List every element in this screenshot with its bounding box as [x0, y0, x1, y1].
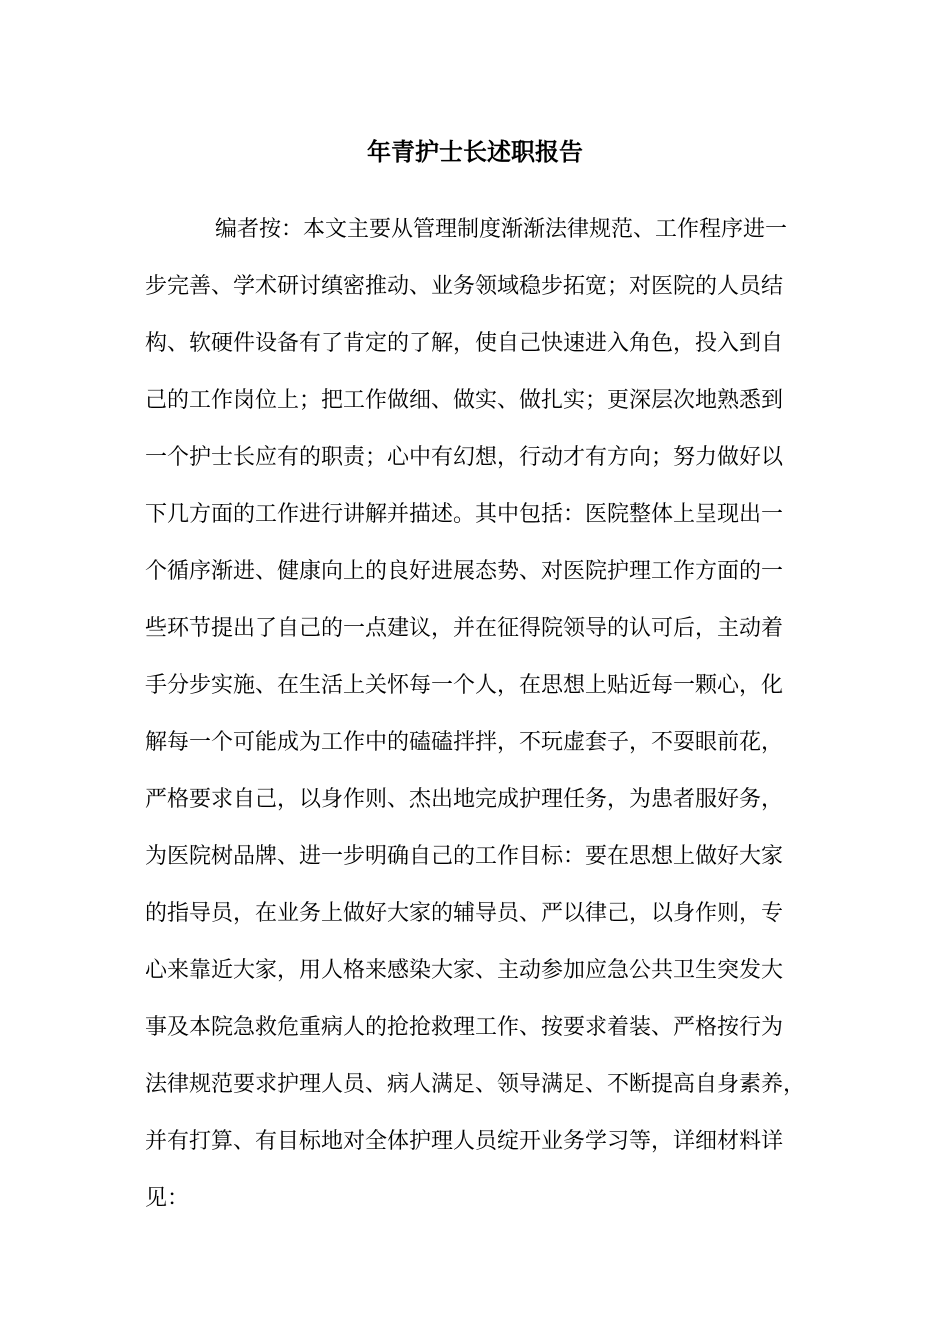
paragraph-line: 手分步实施、在生活上关怀每一个人，在思想上贴近每一颗心，化 [145, 673, 784, 698]
paragraph-line: 己的工作岗位上；把工作做细、做实、做扎实；更深层次地熟悉到 [145, 388, 784, 413]
paragraph-line: 解每一个可能成为工作中的磕磕拌拌，不玩虚套子，不耍眼前花， [145, 730, 784, 755]
paragraph-line: 严格要求自己，以身作则、杰出地完成护理任务，为患者服好务， [145, 787, 784, 812]
paragraph-line: 并有打算、有目标地对全体护理人员绽开业务学习等，详细材料详 [145, 1129, 784, 1154]
editor-note-paragraph [145, 201, 835, 1227]
paragraph-line: 一个护士长应有的职责；心中有幻想，行动才有方向；努力做好以 [145, 445, 784, 470]
paragraph-line: 为医院树品牌、进一步明确自己的工作目标：要在思想上做好大家 [145, 844, 784, 869]
paragraph-line: 步完善、学术研讨缜密推动、业务领域稳步拓宽；对医院的人员结 [145, 274, 784, 299]
paragraph-line: 个循序渐进、健康向上的良好进展态势、对医院护理工作方面的一 [145, 559, 784, 584]
paragraph-line: 编者按：本文主要从管理制度渐渐法律规范、工作程序进一 [215, 217, 788, 242]
document-title: 年青护士长述职报告 [367, 137, 583, 166]
paragraph-line: 些环节提出了自己的一点建议，并在征得院领导的认可后，主动着 [145, 616, 784, 641]
paragraph-line: 的指导员，在业务上做好大家的辅导员、严以律己，以身作则，专 [145, 901, 784, 926]
paragraph-line: 法律规范要求护理人员、病人满足、领导满足、不断提高自身素养， [145, 1072, 806, 1097]
paragraph-line: 下几方面的工作进行讲解并描述。其中包括：医院整体上呈现出一 [145, 502, 784, 527]
paragraph-line: 见： [145, 1186, 190, 1211]
paragraph-line: 构、软硬件设备有了肯定的了解，使自己快速进入角色，投入到自 [145, 331, 784, 356]
paragraph-line: 心来靠近大家，用人格来感染大家、主动参加应急公共卫生突发大 [145, 958, 784, 983]
paragraph-line: 事及本院急救危重病人的抢抢救理工作、按要求着装、严格按行为 [145, 1015, 784, 1040]
